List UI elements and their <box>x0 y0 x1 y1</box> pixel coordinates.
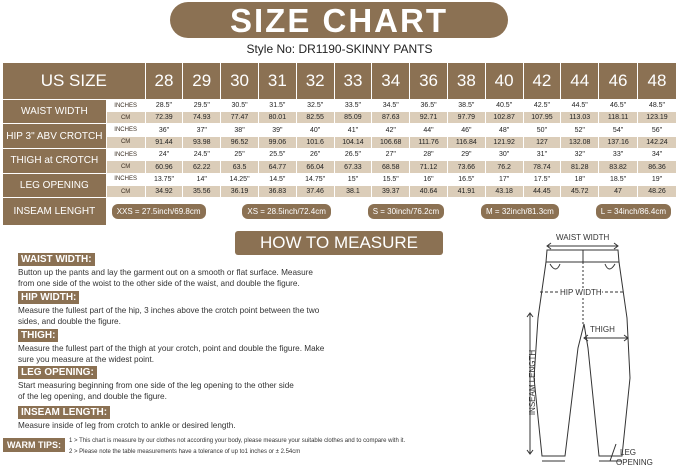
value-cm-cell: 107.95 <box>523 112 561 124</box>
value-cm-cell: 71.12 <box>410 161 448 173</box>
value-cm-cell: 132.08 <box>561 136 599 148</box>
value-inches-cell: 54" <box>599 124 638 136</box>
inseam-pill: S = 30inch/76.2cm <box>368 204 444 219</box>
value-inches-cell: 37" <box>183 124 221 136</box>
value-inches-cell: 40.5" <box>485 99 523 111</box>
unit-inches-label: INCHES <box>106 173 145 185</box>
value-cm-cell: 80.01 <box>258 112 296 124</box>
value-cm-cell: 121.92 <box>485 136 523 148</box>
size-header-cell: 34 <box>372 63 410 100</box>
value-cm-cell: 35.56 <box>183 185 221 197</box>
measure-section-text: from one side of the woist to the other side of the waist, and double the figure. <box>18 279 300 288</box>
value-inches-cell: 46" <box>447 124 485 136</box>
value-cm-cell: 102.87 <box>485 112 523 124</box>
value-cm-cell: 68.58 <box>372 161 410 173</box>
value-inches-cell: 48.5" <box>638 99 677 111</box>
measure-section-text: of the leg opening, and double the figure. <box>18 392 167 401</box>
measure-section-title: HIP WIDTH: <box>18 291 79 304</box>
value-cm-cell: 45.72 <box>561 185 599 197</box>
inseam-pill: M = 32inch/81.3cm <box>481 204 559 219</box>
value-cm-cell: 39.37 <box>372 185 410 197</box>
table-row <box>3 173 677 185</box>
pants-diagram <box>520 228 679 474</box>
value-inches-cell: 40" <box>296 124 334 136</box>
warm-tip-1: 1 > This chart is measure by our clothes not according your body, please measure your suitable clothes and to compare with it. <box>69 438 406 444</box>
warm-tips-title: WARM TIPS: <box>3 438 65 452</box>
size-header-cell: 33 <box>334 63 372 100</box>
value-inches-cell: 14.75" <box>296 173 334 185</box>
size-header-cell: 32 <box>296 63 334 100</box>
value-inches-cell: 32.5" <box>296 99 334 111</box>
value-inches-cell: 16.5" <box>447 173 485 185</box>
value-cm-cell: 73.66 <box>447 161 485 173</box>
value-cm-cell: 91.44 <box>145 136 183 148</box>
value-inches-cell: 31" <box>523 149 561 161</box>
unit-cm-label: CM <box>106 161 145 173</box>
size-header-cell: 44 <box>561 63 599 100</box>
value-inches-cell: 16" <box>410 173 448 185</box>
value-cm-cell: 99.06 <box>258 136 296 148</box>
measure-section-text: Button up the pants and lay the garment out on a smooth or flat surface. Measure <box>18 268 313 277</box>
measure-section <box>18 249 518 289</box>
measure-section-text: sure you measure at the widest point. <box>18 355 155 364</box>
unit-inches-label: INCHES <box>106 99 145 111</box>
size-header-cell: 36 <box>410 63 448 100</box>
warm-tip-2: 2 > Please note the table measurements have a tolerance of up to1 inches or ± 2.54cm <box>69 449 301 455</box>
diagram-label-thigh: THIGH <box>590 325 615 334</box>
value-inches-cell: 13.75" <box>145 173 183 185</box>
value-inches-cell: 38" <box>221 124 259 136</box>
value-cm-cell: 44.45 <box>523 185 561 197</box>
value-inches-cell: 19" <box>638 173 677 185</box>
measure-section <box>18 362 518 402</box>
value-cm-cell: 62.22 <box>183 161 221 173</box>
measure-section-text: Measure the fullest part of the thigh at your crotch, point and double the figure. Make <box>18 344 325 353</box>
inseam-values <box>112 204 671 219</box>
how-to-measure-title: HOW TO MEASURE <box>235 231 443 255</box>
inseam-values-cell <box>106 198 676 226</box>
value-cm-cell: 82.55 <box>296 112 334 124</box>
style-number: Style No: DR1190-SKINNY PANTS <box>246 42 433 56</box>
value-cm-cell: 36.83 <box>258 185 296 197</box>
value-cm-cell: 87.63 <box>372 112 410 124</box>
value-inches-cell: 18" <box>561 173 599 185</box>
value-cm-cell: 60.96 <box>145 161 183 173</box>
value-cm-cell: 116.84 <box>447 136 485 148</box>
value-inches-cell: 31.5" <box>258 99 296 111</box>
value-cm-cell: 77.47 <box>221 112 259 124</box>
value-cm-cell: 34.92 <box>145 185 183 197</box>
measure-section-title: INSEAM LENGTH: <box>18 406 110 419</box>
measure-section <box>18 325 518 365</box>
value-inches-cell: 24" <box>145 149 183 161</box>
value-cm-cell: 111.76 <box>410 136 448 148</box>
value-cm-cell: 83.82 <box>599 161 638 173</box>
value-inches-cell: 18.5" <box>599 173 638 185</box>
value-inches-cell: 48" <box>485 124 523 136</box>
value-inches-cell: 25" <box>221 149 259 161</box>
value-cm-cell: 123.19 <box>638 112 677 124</box>
value-cm-cell: 101.6 <box>296 136 334 148</box>
value-inches-cell: 28.5" <box>145 99 183 111</box>
measure-section-title: WAIST WIDTH: <box>18 253 95 266</box>
value-cm-cell: 47 <box>599 185 638 197</box>
value-inches-cell: 41" <box>334 124 372 136</box>
value-cm-cell: 81.28 <box>561 161 599 173</box>
value-cm-cell: 96.52 <box>221 136 259 148</box>
size-header-cell: 46 <box>599 63 638 100</box>
value-inches-cell: 33.5" <box>334 99 372 111</box>
diagram-label-leg-opening-1: LEG <box>620 448 637 457</box>
table-row <box>3 149 677 161</box>
unit-cm-label: CM <box>106 185 145 197</box>
value-inches-cell: 32" <box>561 149 599 161</box>
value-inches-cell: 26" <box>296 149 334 161</box>
value-inches-cell: 25.5" <box>258 149 296 161</box>
value-inches-cell: 34" <box>638 149 677 161</box>
value-inches-cell: 39" <box>258 124 296 136</box>
value-cm-cell: 74.93 <box>183 112 221 124</box>
value-inches-cell: 42" <box>372 124 410 136</box>
value-cm-cell: 113.03 <box>561 112 599 124</box>
size-chart-table <box>2 62 677 226</box>
value-inches-cell: 29.5" <box>183 99 221 111</box>
value-inches-cell: 17.5" <box>523 173 561 185</box>
value-cm-cell: 86.36 <box>638 161 677 173</box>
measure-section-title: LEG OPENING: <box>18 366 97 379</box>
value-cm-cell: 93.98 <box>183 136 221 148</box>
value-inches-cell: 24.5" <box>183 149 221 161</box>
value-cm-cell: 66.04 <box>296 161 334 173</box>
value-cm-cell: 97.79 <box>447 112 485 124</box>
diagram-label-inseam: INSEAM LENGTH <box>528 349 538 416</box>
size-header-cell: 40 <box>485 63 523 100</box>
value-cm-cell: 127 <box>523 136 561 148</box>
inseam-pill: XS = 28.5inch/72.4cm <box>242 204 331 219</box>
size-header-cell: 48 <box>638 63 677 100</box>
inseam-label: INSEAM LENGHT <box>3 198 107 226</box>
value-cm-cell: 118.11 <box>599 112 638 124</box>
value-cm-cell: 76.2 <box>485 161 523 173</box>
value-inches-cell: 14.25" <box>221 173 259 185</box>
size-header-cell: 28 <box>145 63 183 100</box>
title-banner <box>170 2 508 38</box>
value-cm-cell: 43.18 <box>485 185 523 197</box>
value-inches-cell: 27" <box>372 149 410 161</box>
value-cm-cell: 36.19 <box>221 185 259 197</box>
unit-inches-label: INCHES <box>106 124 145 136</box>
size-header-cell: 29 <box>183 63 221 100</box>
size-header-cell: 31 <box>258 63 296 100</box>
diagram-label-waist: WAIST WIDTH <box>556 233 610 242</box>
unit-inches-label: INCHES <box>106 149 145 161</box>
value-inches-cell: 46.5" <box>599 99 638 111</box>
inseam-row <box>3 198 677 226</box>
page-title: SIZE CHART <box>230 1 448 39</box>
value-inches-cell: 29" <box>447 149 485 161</box>
measurement-label: THIGH at CROTCH <box>3 149 107 174</box>
value-inches-cell: 42.5" <box>523 99 561 111</box>
value-inches-cell: 44.5" <box>561 99 599 111</box>
value-cm-cell: 41.91 <box>447 185 485 197</box>
value-inches-cell: 15.5" <box>372 173 410 185</box>
measure-section <box>18 287 518 327</box>
diagram-label-leg-opening-2: OPENING <box>616 458 653 467</box>
unit-cm-label: CM <box>106 112 145 124</box>
value-inches-cell: 52" <box>561 124 599 136</box>
diagram-label-hip: HIP WIDTH <box>560 288 602 297</box>
value-inches-cell: 44" <box>410 124 448 136</box>
measure-section-text: Measure inside of leg from crotch to ankle or desired length. <box>18 421 236 430</box>
value-inches-cell: 56" <box>638 124 677 136</box>
inseam-pill: XXS = 27.5inch/69.8cm <box>112 204 206 219</box>
value-cm-cell: 106.68 <box>372 136 410 148</box>
measure-section-title: THIGH: <box>18 329 58 342</box>
value-cm-cell: 78.74 <box>523 161 561 173</box>
value-inches-cell: 38.5" <box>447 99 485 111</box>
value-cm-cell: 38.1 <box>334 185 372 197</box>
value-cm-cell: 48.26 <box>638 185 677 197</box>
measure-section-text: sides, and double the figure. <box>18 317 121 326</box>
value-cm-cell: 104.14 <box>334 136 372 148</box>
value-cm-cell: 92.71 <box>410 112 448 124</box>
measurement-label: HIP 3" ABV CROTCH <box>3 124 107 149</box>
measure-section-text: Start measuring beginning from one side of the leg opening to the other side <box>18 381 294 390</box>
size-header-label: US SIZE <box>3 63 146 100</box>
value-inches-cell: 33" <box>599 149 638 161</box>
measurement-label: WAIST WIDTH <box>3 99 107 124</box>
value-cm-cell: 72.39 <box>145 112 183 124</box>
value-cm-cell: 63.5 <box>221 161 259 173</box>
pants-illustration <box>520 228 679 474</box>
value-cm-cell: 142.24 <box>638 136 677 148</box>
unit-cm-label: CM <box>106 136 145 148</box>
measure-section <box>18 402 518 431</box>
size-header-cell: 42 <box>523 63 561 100</box>
value-inches-cell: 30" <box>485 149 523 161</box>
value-cm-cell: 67.33 <box>334 161 372 173</box>
value-inches-cell: 34.5" <box>372 99 410 111</box>
value-cm-cell: 40.64 <box>410 185 448 197</box>
table-row <box>3 124 677 136</box>
value-cm-cell: 37.46 <box>296 185 334 197</box>
value-cm-cell: 137.16 <box>599 136 638 148</box>
value-inches-cell: 28" <box>410 149 448 161</box>
inseam-pill: L = 34inch/86.4cm <box>596 204 671 219</box>
value-inches-cell: 14.5" <box>258 173 296 185</box>
value-inches-cell: 26.5" <box>334 149 372 161</box>
value-inches-cell: 36" <box>145 124 183 136</box>
measurement-label: LEG OPENING <box>3 173 107 198</box>
size-header-cell: 38 <box>447 63 485 100</box>
value-cm-cell: 64.77 <box>258 161 296 173</box>
value-inches-cell: 50" <box>523 124 561 136</box>
value-inches-cell: 36.5" <box>410 99 448 111</box>
size-header-cell: 30 <box>221 63 259 100</box>
measure-section-text: Measure the fullest part of the hip, 3 inches above the crotch point between the two <box>18 306 320 315</box>
value-inches-cell: 15" <box>334 173 372 185</box>
value-cm-cell: 85.09 <box>334 112 372 124</box>
table-row <box>3 99 677 111</box>
value-inches-cell: 17" <box>485 173 523 185</box>
value-inches-cell: 14" <box>183 173 221 185</box>
size-header-row <box>3 63 677 100</box>
value-inches-cell: 30.5" <box>221 99 259 111</box>
